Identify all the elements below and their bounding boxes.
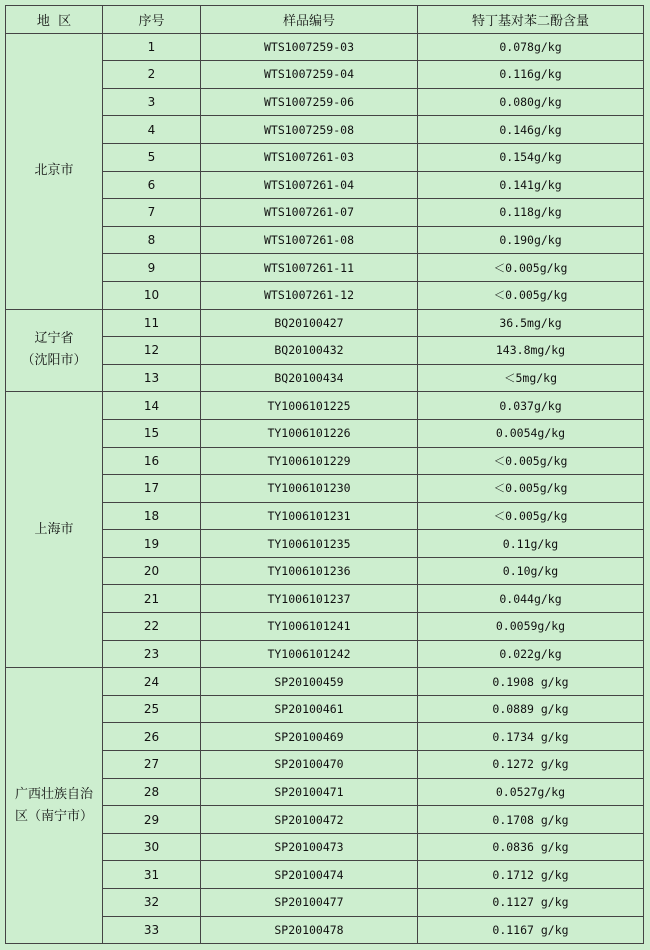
content-cell: 0.1167 g/kg: [418, 916, 644, 944]
index-cell: 15: [103, 419, 201, 447]
content-cell: ＜5mg/kg: [418, 364, 644, 392]
sample-id-cell: WTS1007261-08: [201, 226, 418, 254]
sample-id-cell: SP20100478: [201, 916, 418, 944]
sample-id-cell: SP20100469: [201, 723, 418, 751]
index-cell: 17: [103, 475, 201, 503]
header-content: 特丁基对苯二酚含量: [418, 6, 644, 34]
index-cell: 24: [103, 668, 201, 696]
header-row: [6, 6, 644, 34]
tbhq-content-table: [5, 5, 644, 944]
content-cell: 143.8mg/kg: [418, 337, 644, 365]
index-cell: 33: [103, 916, 201, 944]
sample-id-cell: SP20100473: [201, 833, 418, 861]
table-row: [6, 33, 644, 61]
content-cell: 0.118g/kg: [418, 199, 644, 227]
sample-id-cell: TY1006101225: [201, 392, 418, 420]
content-cell: 0.037g/kg: [418, 392, 644, 420]
index-cell: 11: [103, 309, 201, 337]
sample-id-cell: WTS1007261-03: [201, 143, 418, 171]
index-cell: 5: [103, 143, 201, 171]
content-cell: 0.044g/kg: [418, 585, 644, 613]
sample-id-cell: TY1006101226: [201, 419, 418, 447]
content-cell: ＜0.005g/kg: [418, 475, 644, 503]
sample-id-cell: WTS1007261-11: [201, 254, 418, 282]
index-cell: 20: [103, 557, 201, 585]
sample-id-cell: BQ20100427: [201, 309, 418, 337]
header-index: 序号: [103, 6, 201, 34]
index-cell: 25: [103, 695, 201, 723]
sample-id-cell: WTS1007259-03: [201, 33, 418, 61]
index-cell: 10: [103, 281, 201, 309]
content-cell: ＜0.005g/kg: [418, 281, 644, 309]
content-cell: ＜0.005g/kg: [418, 447, 644, 475]
header-sample-id: 样品编号: [201, 6, 418, 34]
index-cell: 27: [103, 751, 201, 779]
content-cell: 0.1908 g/kg: [418, 668, 644, 696]
sample-id-cell: TY1006101241: [201, 613, 418, 641]
table-row: [6, 392, 644, 420]
content-cell: 0.154g/kg: [418, 143, 644, 171]
header-region: 地 区: [6, 6, 103, 34]
sample-id-cell: SP20100474: [201, 861, 418, 889]
content-cell: 0.0527g/kg: [418, 778, 644, 806]
content-cell: 0.078g/kg: [418, 33, 644, 61]
region-cell: [6, 33, 103, 309]
sample-id-cell: WTS1007259-06: [201, 88, 418, 116]
table-body: [6, 33, 644, 944]
sample-id-cell: TY1006101237: [201, 585, 418, 613]
sample-id-cell: SP20100470: [201, 751, 418, 779]
content-cell: 0.11g/kg: [418, 530, 644, 558]
table-row: [6, 309, 644, 337]
index-cell: 9: [103, 254, 201, 282]
content-cell: 0.116g/kg: [418, 61, 644, 89]
sample-id-cell: BQ20100434: [201, 364, 418, 392]
sample-id-cell: TY1006101229: [201, 447, 418, 475]
index-cell: 6: [103, 171, 201, 199]
index-cell: 16: [103, 447, 201, 475]
content-cell: 0.1734 g/kg: [418, 723, 644, 751]
region-name: 北京市: [34, 163, 74, 179]
content-cell: 0.190g/kg: [418, 226, 644, 254]
index-cell: 12: [103, 337, 201, 365]
sample-id-cell: WTS1007261-12: [201, 281, 418, 309]
content-cell: 0.141g/kg: [418, 171, 644, 199]
sample-id-cell: TY1006101242: [201, 640, 418, 668]
index-cell: 29: [103, 806, 201, 834]
index-cell: 21: [103, 585, 201, 613]
region-name: 广西壮族自治: [14, 786, 93, 802]
sample-id-cell: SP20100472: [201, 806, 418, 834]
content-cell: 0.080g/kg: [418, 88, 644, 116]
index-cell: 31: [103, 861, 201, 889]
sample-id-cell: BQ20100432: [201, 337, 418, 365]
index-cell: 14: [103, 392, 201, 420]
index-cell: 19: [103, 530, 201, 558]
content-cell: 0.0889 g/kg: [418, 695, 644, 723]
index-cell: 1: [103, 33, 201, 61]
index-cell: 26: [103, 723, 201, 751]
content-cell: 0.1127 g/kg: [418, 889, 644, 917]
index-cell: 3: [103, 88, 201, 116]
index-cell: 7: [103, 199, 201, 227]
index-cell: 30: [103, 833, 201, 861]
sample-id-cell: SP20100471: [201, 778, 418, 806]
content-cell: 0.1272 g/kg: [418, 751, 644, 779]
index-cell: 13: [103, 364, 201, 392]
index-cell: 32: [103, 889, 201, 917]
region-cell: [6, 392, 103, 668]
sample-id-cell: SP20100477: [201, 889, 418, 917]
sample-id-cell: SP20100461: [201, 695, 418, 723]
table-row: [6, 668, 644, 696]
index-cell: 18: [103, 502, 201, 530]
content-cell: 0.0054g/kg: [418, 419, 644, 447]
index-cell: 4: [103, 116, 201, 144]
sample-id-cell: TY1006101236: [201, 557, 418, 585]
sample-id-cell: WTS1007259-04: [201, 61, 418, 89]
content-cell: 0.0059g/kg: [418, 613, 644, 641]
content-cell: 0.1708 g/kg: [418, 806, 644, 834]
content-cell: 0.0836 g/kg: [418, 833, 644, 861]
sample-id-cell: WTS1007259-08: [201, 116, 418, 144]
content-cell: 0.146g/kg: [418, 116, 644, 144]
region-name: （沈阳市）: [21, 353, 87, 369]
sample-id-cell: WTS1007261-04: [201, 171, 418, 199]
region-cell: [6, 668, 103, 944]
sample-id-cell: TY1006101230: [201, 475, 418, 503]
content-cell: 0.1712 g/kg: [418, 861, 644, 889]
region-name: 辽宁省: [34, 331, 74, 347]
sample-id-cell: TY1006101235: [201, 530, 418, 558]
content-cell: 0.022g/kg: [418, 640, 644, 668]
region-name: 区（南宁市）: [14, 808, 93, 824]
content-cell: ＜0.005g/kg: [418, 502, 644, 530]
index-cell: 8: [103, 226, 201, 254]
sample-id-cell: WTS1007261-07: [201, 199, 418, 227]
index-cell: 2: [103, 61, 201, 89]
region-cell: [6, 309, 103, 392]
index-cell: 28: [103, 778, 201, 806]
content-cell: ＜0.005g/kg: [418, 254, 644, 282]
sample-id-cell: TY1006101231: [201, 502, 418, 530]
region-name: 上海市: [34, 521, 74, 537]
content-cell: 0.10g/kg: [418, 557, 644, 585]
index-cell: 23: [103, 640, 201, 668]
content-cell: 36.5mg/kg: [418, 309, 644, 337]
sample-id-cell: SP20100459: [201, 668, 418, 696]
index-cell: 22: [103, 613, 201, 641]
